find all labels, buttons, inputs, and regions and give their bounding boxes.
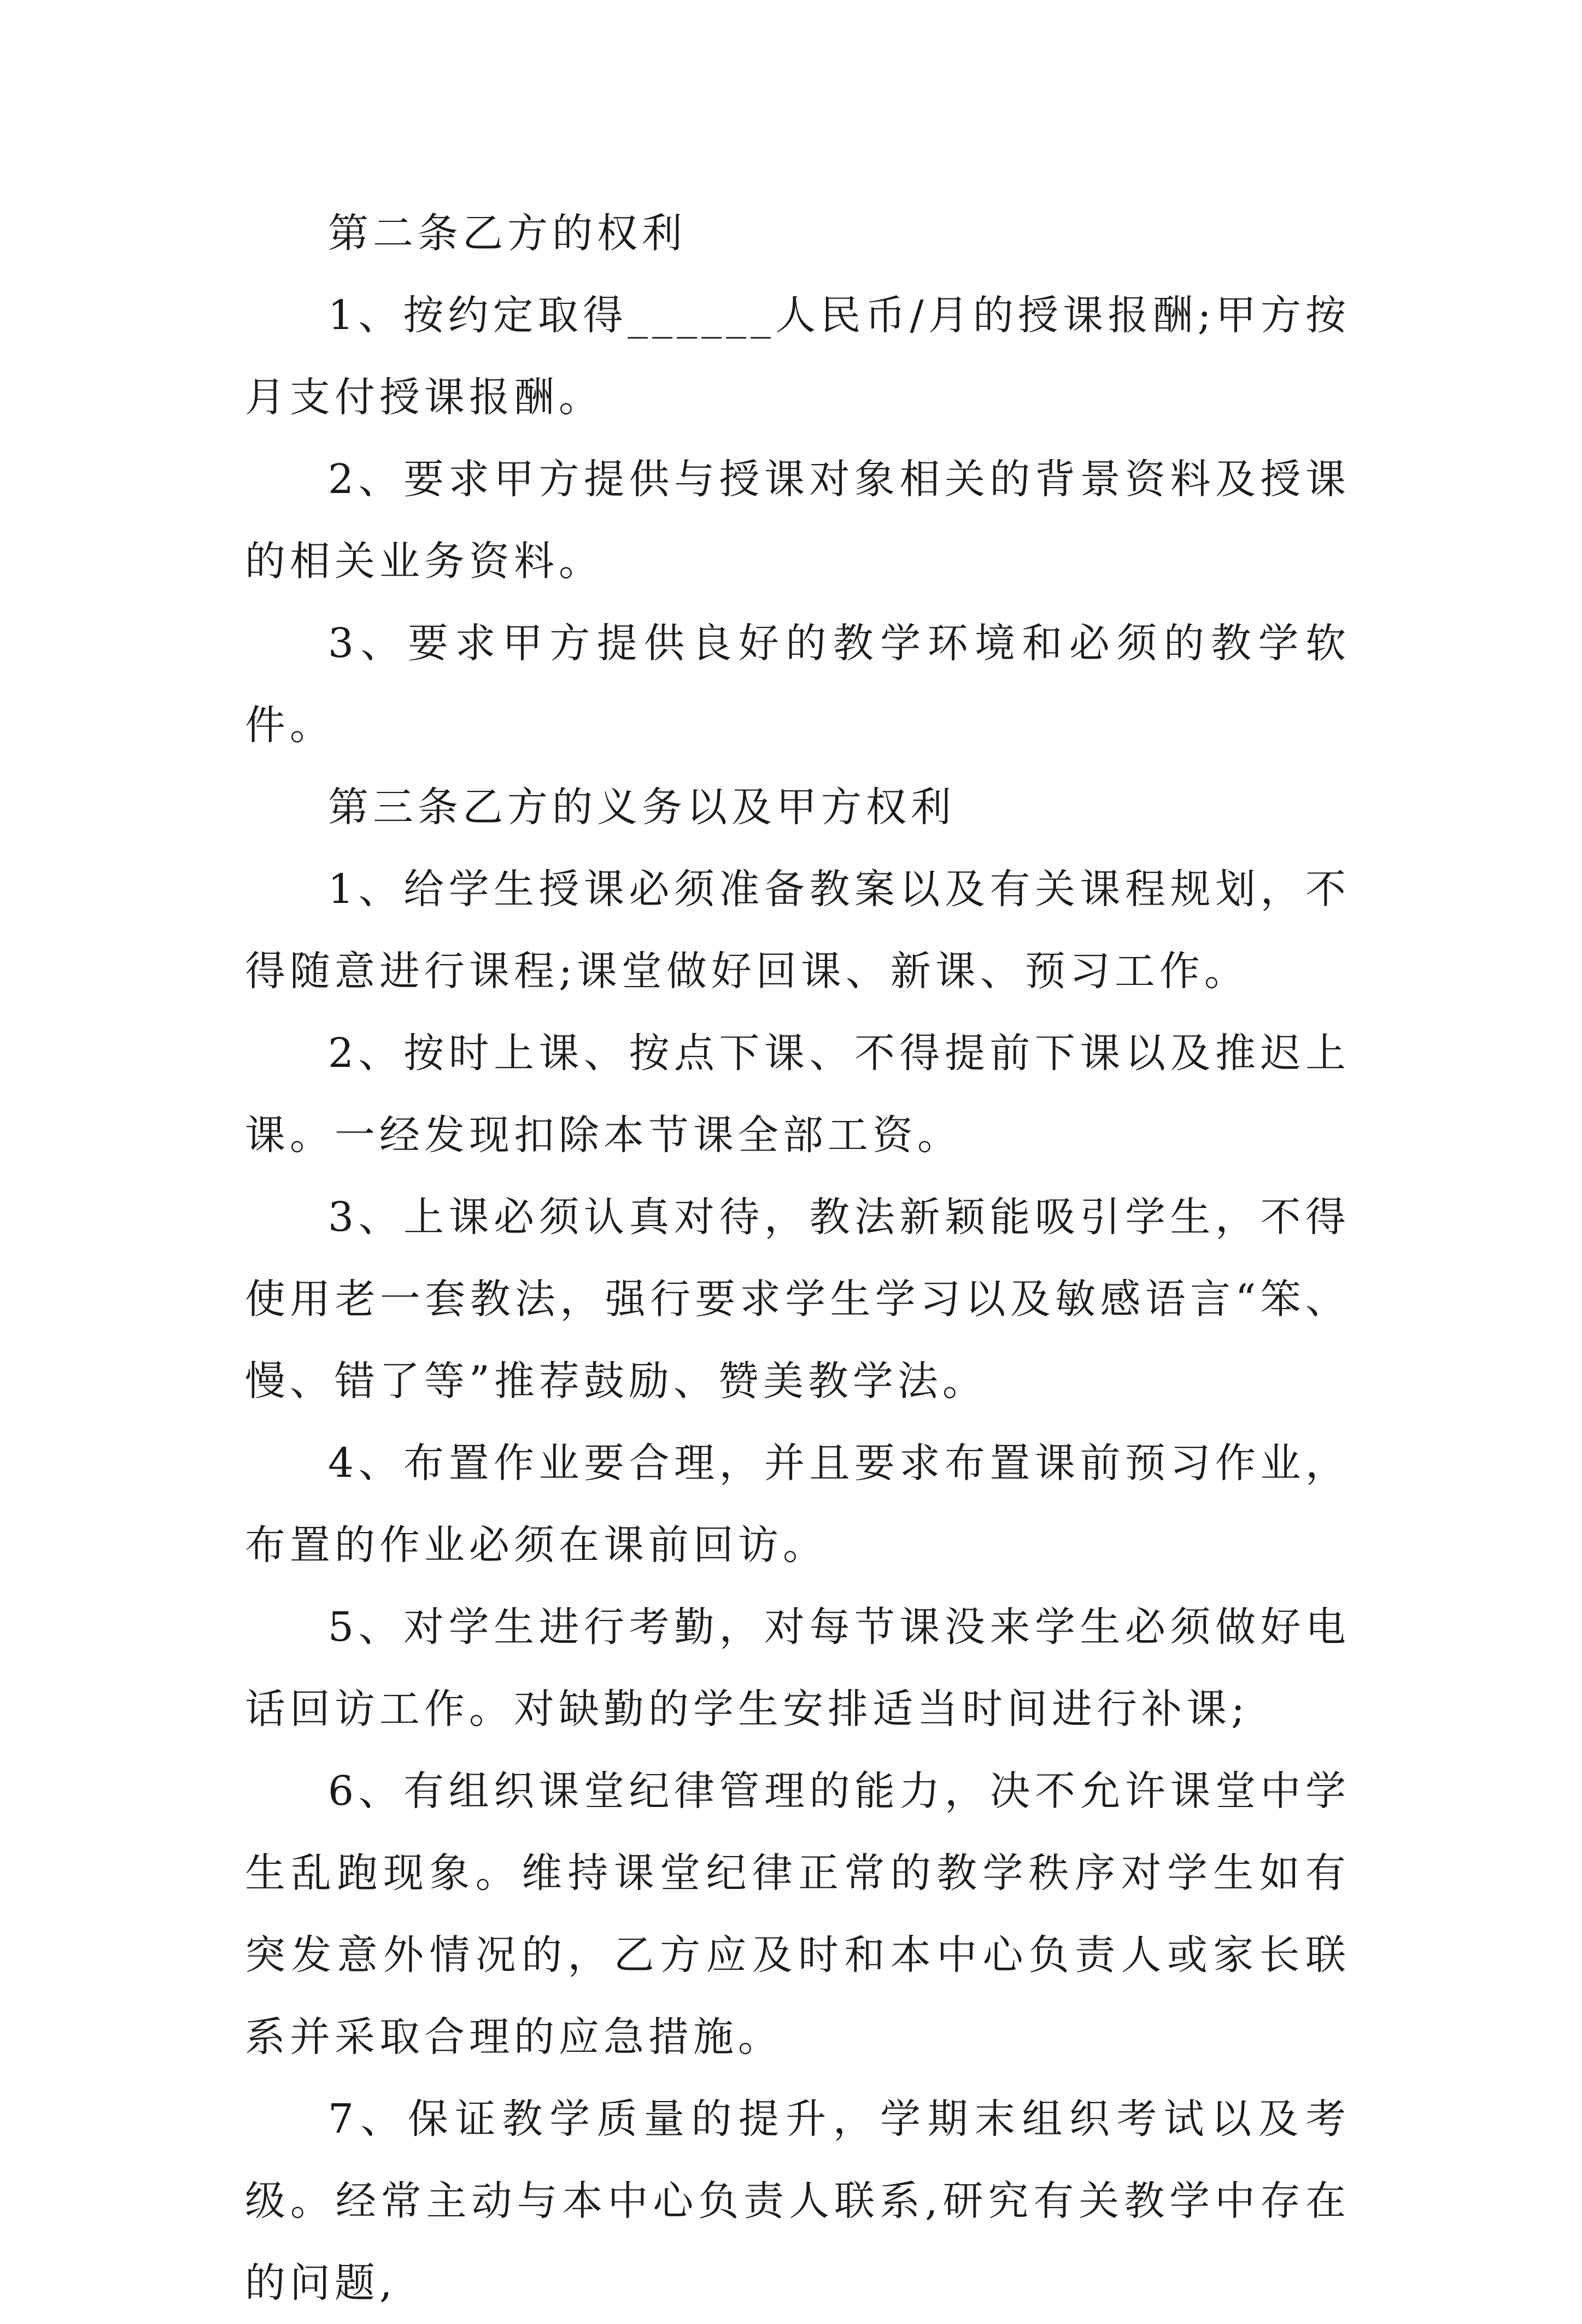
- paragraph: 3、上课必须认真对待，教法新颖能吸引学生，不得使用老一套教法，强行要求学生学习以及敏感语言“笨、慢、错了等”推荐鼓励、赞美教学法。: [245, 1194, 1350, 1405]
- paragraph: 1、给学生授课必须准备教案以及有关课程规划，不得随意进行课程;课堂做好回课、新课、预习工作。: [245, 866, 1350, 995]
- paragraph: 5、对学生进行考勤，对每节课没来学生必须做好电话回访工作。对缺勤的学生安排适当时间进行补课;: [245, 1604, 1350, 1733]
- paragraph: 4、布置作业要合理，并且要求布置课前预习作业，布置的作业必须在课前回访。: [245, 1440, 1350, 1569]
- section-heading-rights: 第二条乙方的权利: [328, 210, 687, 257]
- paragraph: 7、保证教学质量的提升，学期末组织考试以及考级。经常主动与本中心负责人联系,研究有关教学中存在的问题,: [245, 2096, 1350, 2307]
- paragraph: 6、有组织课堂纪律管理的能力，决不允许课堂中学生乱跑现象。维持课堂纪律正常的教学秩序对学生如有突发意外情况的，乙方应及时和本中心负责人或家长联系并采取合理的应急措施。: [245, 1768, 1350, 2061]
- paragraph: 1、按约定取得______人民币/月的授课报酬;甲方按月支付授课报酬。: [245, 292, 1350, 421]
- paragraph: 2、要求甲方提供与授课对象相关的背景资料及授课的相关业务资料。: [245, 456, 1350, 585]
- document-body: [245, 192, 1350, 2324]
- paragraph: 3、要求甲方提供良好的教学环境和必须的教学软件。: [245, 620, 1350, 749]
- section-heading-obligations: 第三条乙方的义务以及甲方权利: [328, 784, 956, 831]
- paragraph: 2、按时上课、按点下课、不得提前下课以及推迟上课。一经发现扣除本节课全部工资。: [245, 1030, 1350, 1159]
